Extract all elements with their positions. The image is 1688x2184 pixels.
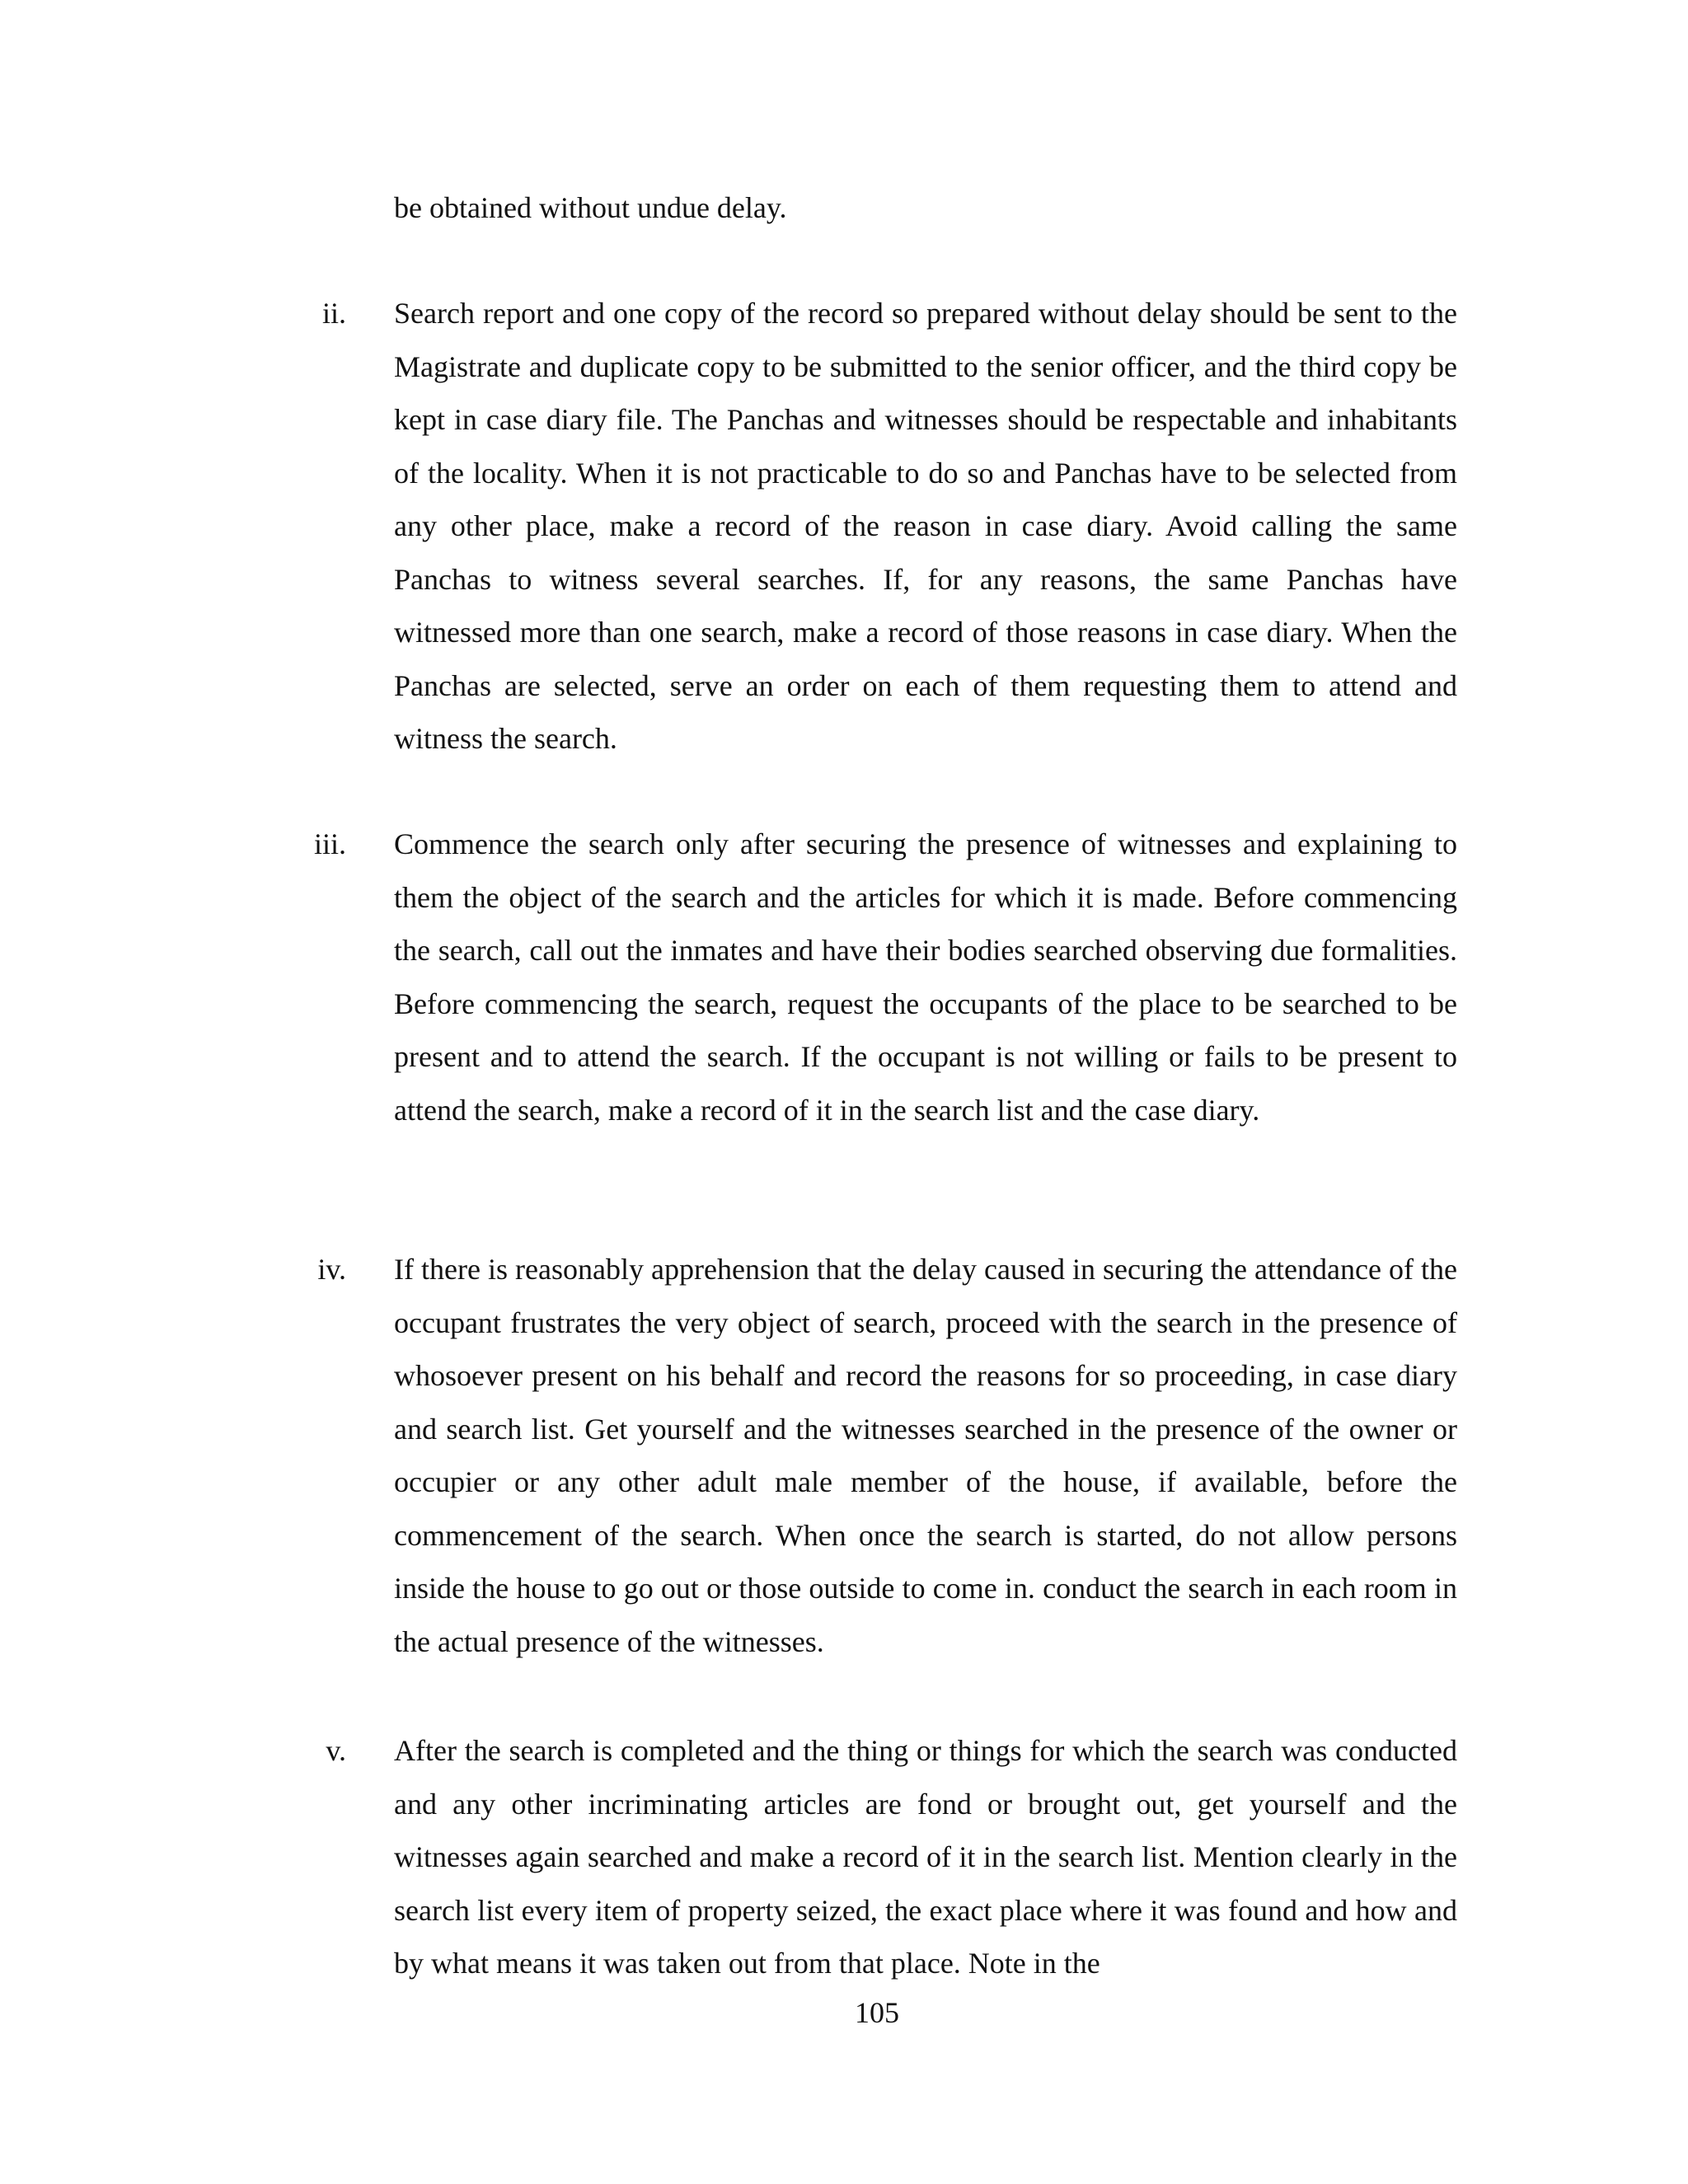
list-marker: iii. [313, 827, 346, 860]
page-number: 105 [855, 1996, 899, 2029]
list-marker: ii. [321, 297, 346, 330]
list-item-text: Commence the search only after securing the presence of witnesses and explaining to them the object of the search and the articles for which it is made. Before commencing the search, call out the inmates and have their bodies searched observing due formalities. Before commencing the search, request the occupants of the place to be searched to be present and to attend the search. If the occupant is not willing or fails to be present to attend the search, make a record of it in the search list and the case diary. [394, 827, 1457, 1127]
list-marker: v. [326, 1734, 346, 1767]
list-item-text: After the search is completed and the thing or things for which the search was conducted and any other incriminating articles are fond or brought out, get yourself and the witnesses again searched and make a record of it in the search list. Mention clearly in the search list every item of property seized, the exact place where it was found and how and by what means it was taken out from that place. Note in the [394, 1734, 1457, 1980]
list-item-text: Search report and one copy of the record so prepared without delay should be sent to the Magistrate and duplicate copy to be submitted to the senior officer, and the third copy be kept in case diary file. The Panchas and witnesses should be respectable and inhabitants of the locality. When it is not practicable to do so and Panchas have to be selected from any other place, make a record of the reason in case diary. Avoid calling the same Panchas to witness several searches. If, for any reasons, the same Panchas have witnessed more than one search, make a record of those reasons in case diary. When the Panchas are selected, serve an order on each of them requesting them to attend and witness the search. [394, 297, 1457, 755]
list-marker: iv. [317, 1253, 346, 1286]
continuation-paragraph: be obtained without undue delay. [394, 191, 787, 224]
list-item-text: If there is reasonably apprehension that the delay caused in securing the attendance of the occupant frustrates the very object of search, proceed with the search in the presence of whosoever present on his behalf and record the reasons for so proceeding, in case diary and search list. Get yourself and the witnesses searched in the presence of the owner or occupier or any other adult male member of the house, if available, before the commencement of the search. When once the search is started, do not allow persons inside the house to go out or those outside to come in. conduct the search in each room in the actual presence of the witnesses. [394, 1253, 1457, 1658]
